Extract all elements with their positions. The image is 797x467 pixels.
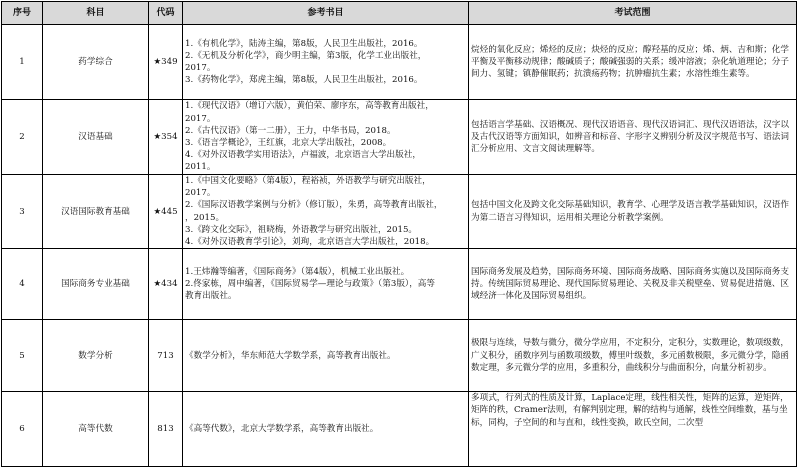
header-subject: 科目: [43, 2, 149, 25]
book-line: 1.《现代汉语》（增订六版），黄伯荣、廖序东，高等教育出版社，: [185, 101, 434, 112]
row-scope: [469, 249, 797, 320]
book-line: 2.《无机及分析化学》，商少明主编，第3版，化学工业出版社，: [185, 50, 427, 61]
scope-clip: [471, 392, 794, 466]
book-line: 2017。: [185, 63, 216, 73]
book-line: 2.《古代汉语》（第一二册），王力，中华书局，2018。: [185, 125, 396, 136]
row-subject: 数学分析: [43, 320, 149, 392]
header-scope: 考试范围: [469, 2, 797, 25]
scope-text: 极限与连续，导数与微分，微分学应用，不定积分，定积分，实数理论，数项级数，广义积分，函数序列与函数项级数，傅里叶级数，多元函数极限，多元微分学，隐函数定理，多元微分学的应用，多重积分，曲线积分与曲面积分，向量分析初步。: [471, 338, 789, 373]
book-line: 1.王炜瀚等编著，《国际商务》（第4版），机械工业出版社。: [185, 266, 410, 277]
book-line: 《数学分析》，华东师范大学数学系，高等教育出版社。: [185, 350, 396, 361]
book-line: 2017。: [185, 188, 216, 199]
row-code: ★354: [149, 100, 183, 175]
row-code: ★349: [149, 25, 183, 100]
row-books: [183, 175, 469, 249]
row-subject: 高等代数: [43, 392, 149, 467]
row-no: 5: [2, 320, 43, 392]
row-books: [183, 25, 469, 100]
row-no: 4: [2, 249, 43, 320]
book-line: 2.佟家栋，周申编著，《国际贸易学—理论与政策》（第3版），高等: [185, 279, 435, 290]
book-line: 4.《对外汉语教育学引论》，刘珣，北京语言大学出版社，2018。: [185, 237, 435, 248]
row-subject: 药学综合: [43, 25, 149, 100]
exam-table: [1, 1, 797, 467]
scope-text: 烷烃的氧化反应；烯烃的反应；炔烃的反应；醇羟基的反应；烯、炳、吉和斯；化学平衡及平衡移动规律；酸碱质子；酸碱强弱的关系；缓冲溶液；杂化轨道理论；分子间力、氢键；镇静催眠药；抗溃疡药物；抗肿瘤抗生素；水溶性维生素等。: [471, 44, 789, 80]
table-row: [2, 25, 797, 100]
row-no: 6: [2, 392, 43, 467]
scope-text: 多项式，行列式的性质及计算，Laplace定理，线性相关性，矩阵的运算，逆矩阵，矩阵的秩，Cramer法则，有解判别定理，解的结构与通解，线性空间维数，基与坐标，同构，子空间的和与直和，线性变换，欧氏空间，二次型: [471, 393, 789, 428]
book-line: 4.《对外汉语教学实用语法》，卢福波，北京语言大学出版社，: [185, 150, 421, 161]
header-code: 代码: [149, 2, 183, 25]
book-line: ，2015。: [185, 212, 225, 223]
row-no: 1: [2, 25, 43, 100]
row-no: 2: [2, 100, 43, 175]
row-books: [183, 249, 469, 320]
book-line: 2017。: [185, 113, 216, 124]
row-subject: 汉语国际教育基础: [43, 175, 149, 249]
book-line: 3.《药物化学》，郑虎主编，第8版，人民卫生出版社，2016。: [185, 75, 423, 86]
row-scope: [469, 25, 797, 100]
header-no: 序号: [2, 2, 43, 25]
table-row: [2, 392, 797, 467]
table-row: [2, 320, 797, 392]
row-subject: 汉语基础: [43, 100, 149, 175]
row-books: [183, 100, 469, 175]
table-row: [2, 100, 797, 175]
row-scope: [469, 392, 797, 467]
row-books: [183, 320, 469, 392]
book-line: 2011。: [185, 162, 216, 173]
table-row: [2, 249, 797, 320]
row-no: 3: [2, 175, 43, 249]
row-code: 813: [149, 392, 183, 467]
row-code: 713: [149, 320, 183, 392]
book-line: 《高等代数》，北京大学数学系，高等教育出版社。: [185, 424, 379, 435]
row-scope: [469, 320, 797, 392]
header-books: 参考书目: [183, 2, 469, 25]
row-scope: [469, 175, 797, 249]
book-line: 3.《语言学概论》，王红旗，北京大学出版社，2008。: [185, 138, 392, 148]
row-code: ★445: [149, 175, 183, 249]
book-line: 1.《中国文化要略》（第4版），程裕祯，外语教学与研究出版社，: [185, 176, 431, 186]
row-scope: [469, 100, 797, 175]
table-row: [2, 175, 797, 249]
row-subject: 国际商务专业基础: [43, 249, 149, 320]
table-header-row: [2, 2, 797, 25]
book-line: 2.《国际汉语教学案例与分析》（修订版），朱勇，高等教育出版社，: [185, 200, 443, 211]
scope-text: 国际商务发展及趋势，国际商务环境、国际商务战略、国际商务实施以及国际商务支持。传统国际贸易理论、现代国际贸易理论、关税及非关税壁垒、贸易促进措施、区域经济一体化及国际贸易组织。: [471, 266, 789, 302]
row-books: [183, 392, 469, 467]
book-line: 3.《跨文化交际》，祖晓梅，外语教学与研究出版社，2015。: [185, 224, 418, 235]
book-line: 1.《有机化学》，陆涛主编，第8版，人民卫生出版社，2016。: [185, 38, 423, 49]
scope-text: 包括中国文化及跨文化交际基础知识，教育学、心理学及语言教学基础知识，汉语作为第二语言习得知识，运用相关理论分析教学案例。: [471, 200, 789, 223]
row-code: ★434: [149, 249, 183, 320]
book-line: 教育出版社。: [185, 291, 237, 302]
scope-text: 包括语言学基础、汉语概况、现代汉语语音、现代汉语词汇、现代汉语语法，汉字以及古代汉语等方面知识，如辨音和标音、字形字义辨别分析及汉字规范书写、语法词汇分析应用、文言文阅读理解等。: [471, 119, 789, 155]
